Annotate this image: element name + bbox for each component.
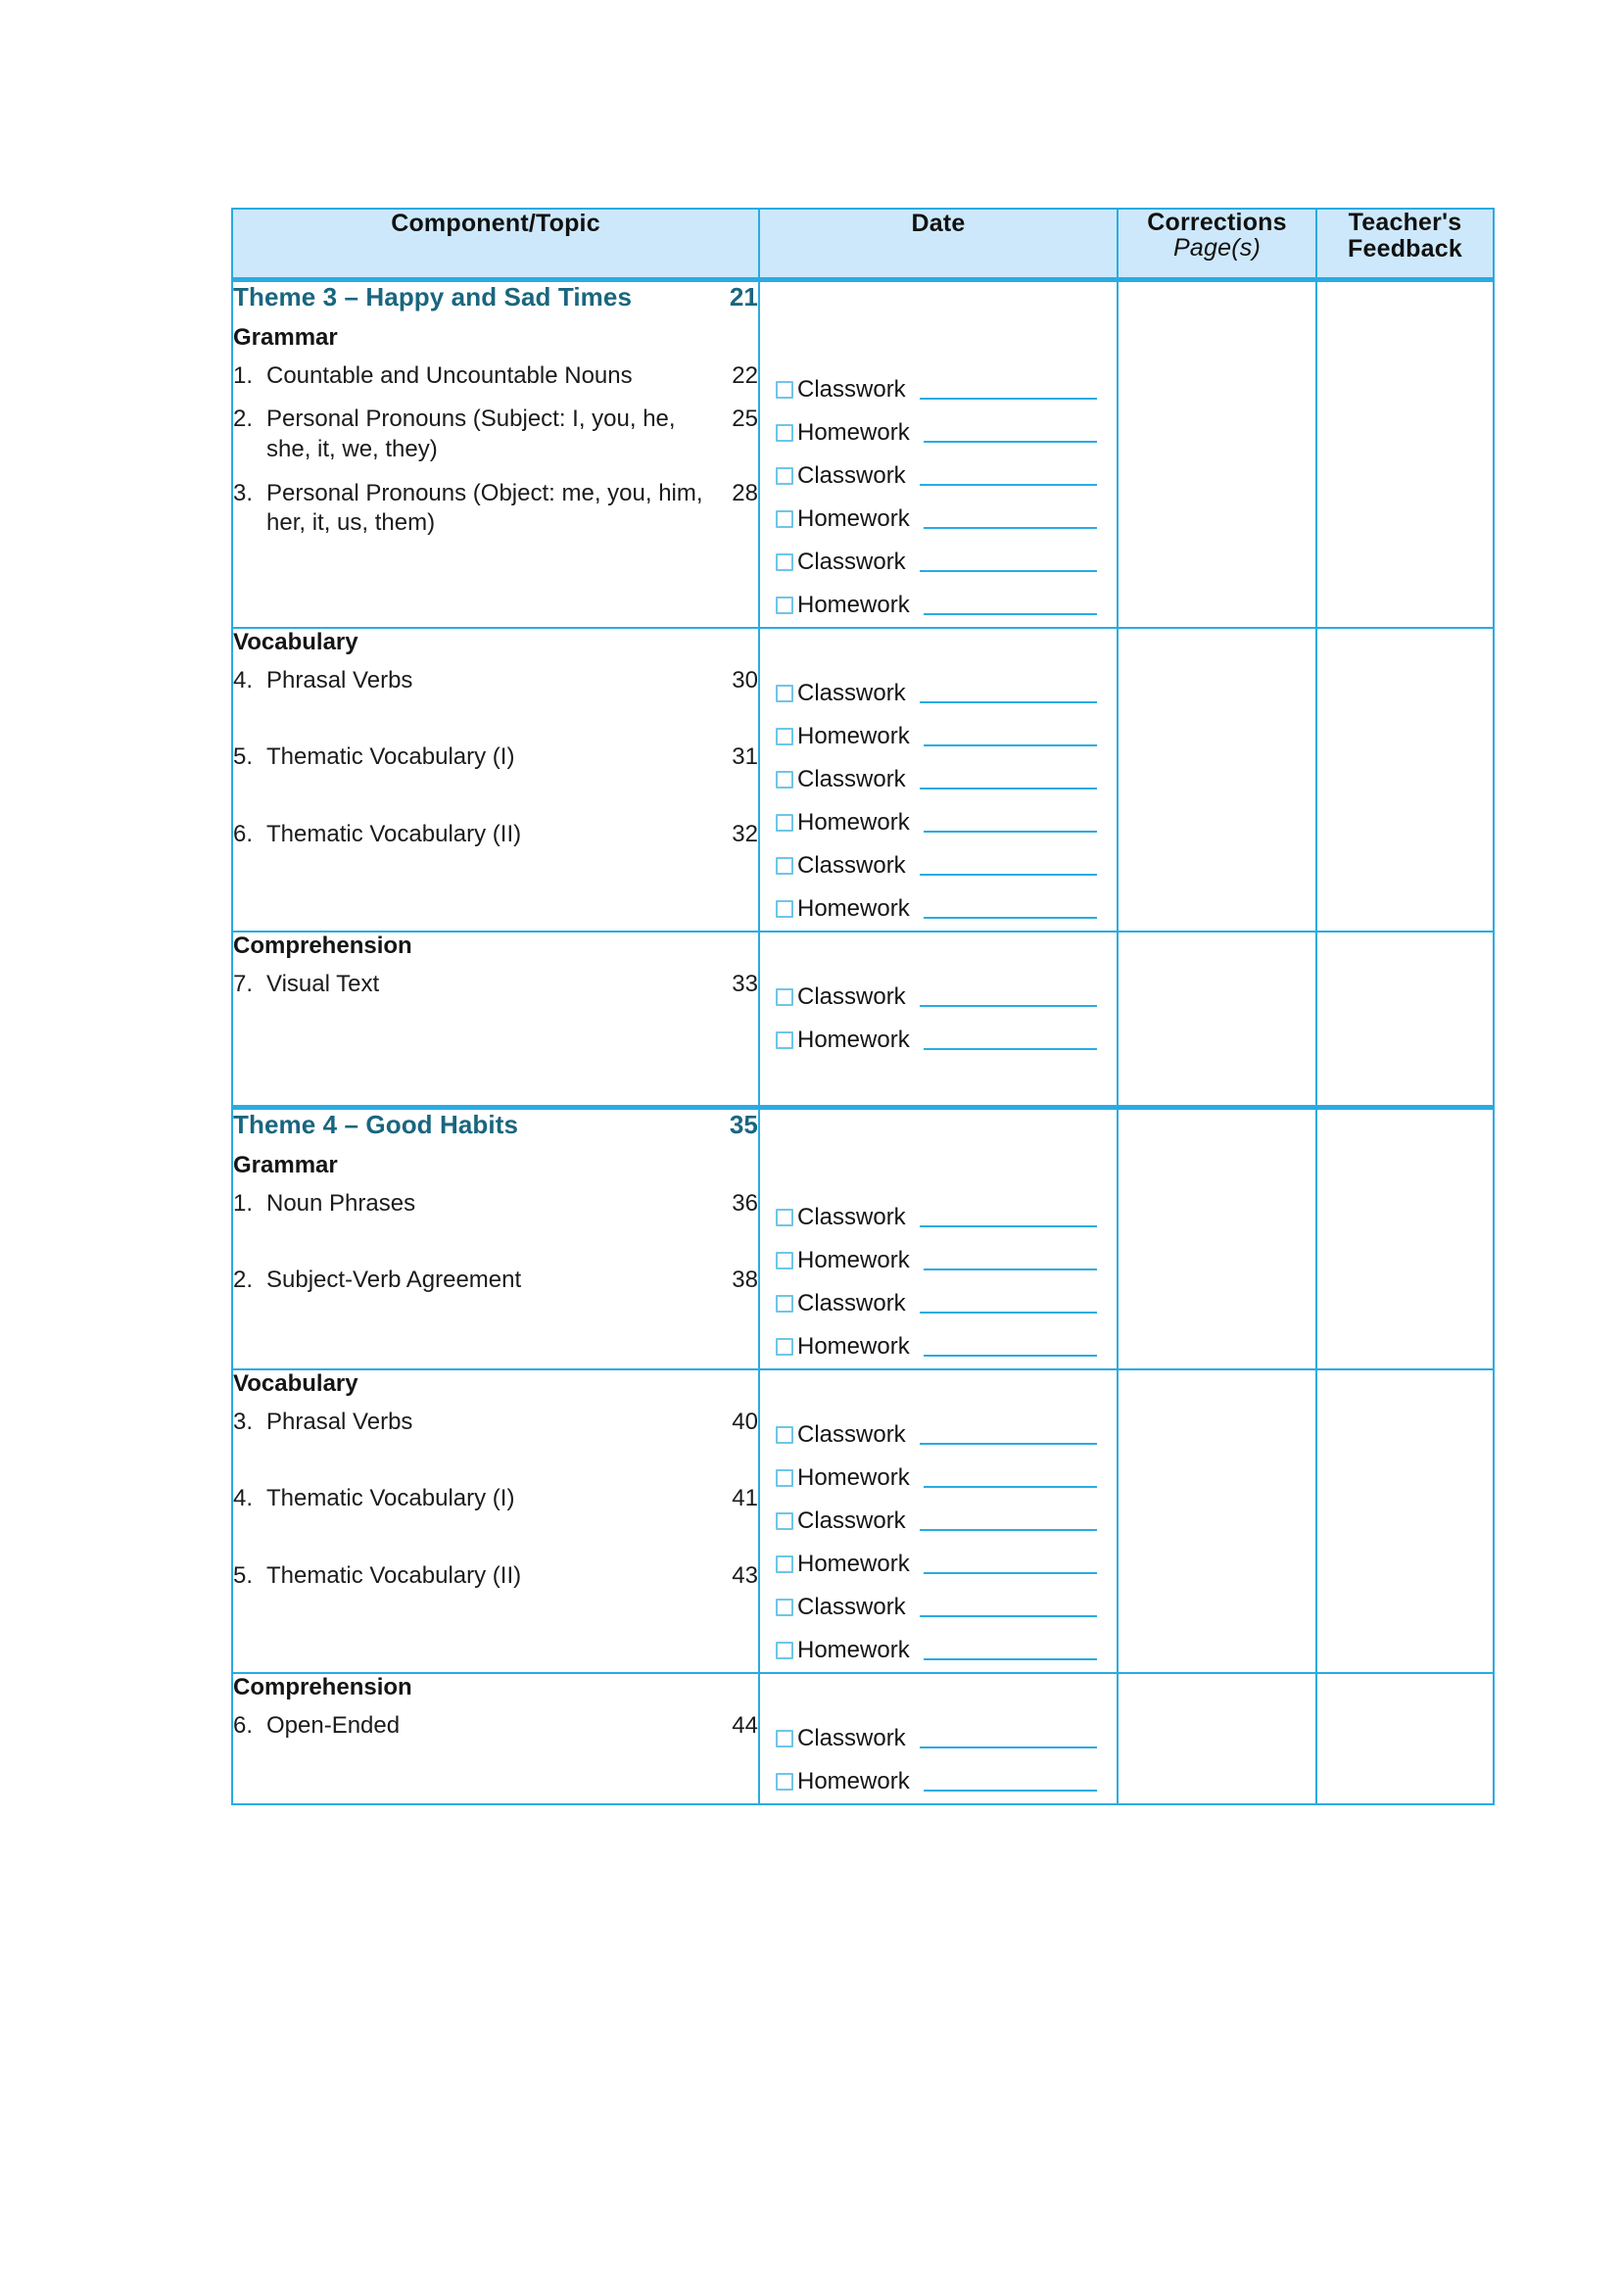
item-number: 3. xyxy=(233,1408,254,1435)
date-write-line[interactable] xyxy=(920,1615,1097,1617)
corrections-cell[interactable] xyxy=(1118,932,1316,1108)
theme-title: Theme 3 – Happy and Sad Times xyxy=(233,281,633,311)
item-page: 31 xyxy=(732,743,758,771)
table-row xyxy=(232,1673,1494,1804)
header-date: Date xyxy=(759,209,1118,279)
item-page: 43 xyxy=(732,1561,758,1589)
topic-item xyxy=(233,1408,758,1438)
item-number: 3. xyxy=(233,479,254,506)
item-text: Visual Text xyxy=(266,970,380,997)
checkbox-icon[interactable] xyxy=(776,1469,793,1487)
feedback-cell[interactable] xyxy=(1316,932,1494,1108)
checkbox-list xyxy=(760,1110,1117,1368)
checkbox-row-classwork[interactable] xyxy=(776,454,1101,498)
checkbox-row-classwork[interactable] xyxy=(776,758,1101,801)
date-write-line[interactable] xyxy=(924,1572,1097,1574)
date-write-line[interactable] xyxy=(920,1443,1097,1445)
item-number: 5. xyxy=(233,743,254,771)
checkbox-row-homework[interactable] xyxy=(776,887,1101,931)
checkbox-label: Homework xyxy=(797,418,910,446)
checkbox-label: Homework xyxy=(797,1332,910,1360)
checkbox-icon[interactable] xyxy=(776,771,793,789)
date-write-line[interactable] xyxy=(920,874,1097,876)
checkbox-row-classwork[interactable] xyxy=(776,368,1101,411)
item-number: 7. xyxy=(233,970,254,997)
checkbox-icon[interactable] xyxy=(776,510,793,528)
checkbox-row-classwork[interactable] xyxy=(776,1282,1101,1325)
spacer xyxy=(233,1441,758,1484)
theme-title: Theme 4 – Good Habits xyxy=(233,1109,519,1139)
table-row xyxy=(232,1107,1494,1369)
table-row xyxy=(232,628,1494,932)
section-heading-grammar: Grammar xyxy=(233,1151,338,1178)
checkbox-icon[interactable] xyxy=(776,685,793,702)
checkbox-icon[interactable] xyxy=(776,988,793,1006)
feedback-cell[interactable] xyxy=(1316,1369,1494,1673)
checkbox-label: Classwork xyxy=(797,1289,906,1316)
checkbox-icon[interactable] xyxy=(776,467,793,485)
checkbox-row-homework[interactable] xyxy=(776,1629,1101,1672)
spacer xyxy=(776,629,1101,672)
checkbox-list xyxy=(760,1674,1117,1803)
checkbox-row-homework[interactable] xyxy=(776,1760,1101,1803)
checkbox-row-homework[interactable] xyxy=(776,498,1101,541)
date-write-line[interactable] xyxy=(920,1005,1097,1007)
header-feedback-line1: Teacher's xyxy=(1348,209,1462,236)
spacer xyxy=(233,469,758,479)
checkbox-icon[interactable] xyxy=(776,1209,793,1226)
item-text: Noun Phrases xyxy=(266,1189,416,1217)
spacer xyxy=(776,325,1101,368)
item-text: Thematic Vocabulary (II) xyxy=(266,1561,522,1589)
corrections-cell[interactable] xyxy=(1118,1673,1316,1804)
checkbox-list xyxy=(760,282,1117,627)
checkbox-label: Homework xyxy=(797,1767,910,1794)
checkbox-icon[interactable] xyxy=(776,424,793,442)
topic-item xyxy=(233,361,758,392)
topic-cell-theme4-vocabulary xyxy=(232,1369,759,1673)
feedback-cell[interactable] xyxy=(1316,279,1494,628)
checkbox-icon[interactable] xyxy=(776,728,793,745)
date-write-line[interactable] xyxy=(920,570,1097,572)
spacer xyxy=(776,933,1101,976)
checkbox-row-classwork[interactable] xyxy=(776,1500,1101,1543)
checkbox-icon[interactable] xyxy=(776,814,793,832)
topic-item xyxy=(233,1484,758,1514)
checkbox-list xyxy=(760,1370,1117,1672)
date-write-line[interactable] xyxy=(924,917,1097,919)
feedback-cell[interactable] xyxy=(1316,1673,1494,1804)
checkbox-icon[interactable] xyxy=(776,1555,793,1573)
date-cell-theme4-grammar xyxy=(759,1107,1118,1369)
spacer xyxy=(233,699,758,742)
corrections-cell[interactable] xyxy=(1118,1369,1316,1673)
topic-cell-theme3-grammar xyxy=(232,279,759,628)
item-page: 40 xyxy=(732,1408,758,1435)
date-write-line[interactable] xyxy=(924,441,1097,443)
checkbox-icon[interactable] xyxy=(776,1773,793,1791)
checkbox-row-classwork[interactable] xyxy=(776,844,1101,887)
topic-cell-theme3-vocabulary xyxy=(232,628,759,932)
date-write-line[interactable] xyxy=(920,1529,1097,1531)
header-corrections-line1: Corrections xyxy=(1147,209,1287,236)
item-page: 28 xyxy=(732,479,758,506)
date-write-line[interactable] xyxy=(924,1658,1097,1660)
checkbox-row-classwork[interactable] xyxy=(776,1196,1101,1239)
date-write-line[interactable] xyxy=(924,613,1097,615)
topic-item xyxy=(233,970,758,1000)
item-page: 32 xyxy=(732,820,758,847)
checkbox-row-homework[interactable] xyxy=(776,715,1101,758)
topic-item xyxy=(233,820,758,850)
checkbox-label: Homework xyxy=(797,504,910,532)
checkbox-icon[interactable] xyxy=(776,1730,793,1747)
checkbox-row-homework[interactable] xyxy=(776,584,1101,627)
item-page: 44 xyxy=(732,1711,758,1739)
checkbox-label: Classwork xyxy=(797,375,906,403)
date-write-line[interactable] xyxy=(920,701,1097,703)
checkbox-icon[interactable] xyxy=(776,1295,793,1313)
date-write-line[interactable] xyxy=(920,1746,1097,1748)
item-text: Personal Pronouns (Object: me, you, him, her, it, us, them) xyxy=(266,479,703,537)
checkbox-row-homework[interactable] xyxy=(776,1019,1101,1062)
table-row xyxy=(232,932,1494,1108)
spacer xyxy=(233,1222,758,1266)
corrections-cell[interactable] xyxy=(1118,279,1316,628)
spacer xyxy=(776,1110,1101,1153)
date-cell-theme3-vocabulary xyxy=(759,628,1118,932)
item-number: 2. xyxy=(233,406,254,433)
item-number: 6. xyxy=(233,820,254,847)
checkbox-label: Classwork xyxy=(797,1203,906,1230)
feedback-cell[interactable] xyxy=(1316,628,1494,932)
date-write-line[interactable] xyxy=(924,1790,1097,1792)
spacer xyxy=(233,1300,758,1325)
checkbox-label: Classwork xyxy=(797,982,906,1010)
checkbox-label: Homework xyxy=(797,1026,910,1053)
item-number: 4. xyxy=(233,1485,254,1512)
topic-cell-theme4-grammar xyxy=(232,1107,759,1369)
section-heading-comprehension: Comprehension xyxy=(233,932,412,959)
checkbox-icon[interactable] xyxy=(776,1512,793,1530)
topic-item xyxy=(233,1711,758,1742)
date-write-line[interactable] xyxy=(924,1486,1097,1488)
checkbox-label: Homework xyxy=(797,591,910,618)
checkbox-icon[interactable] xyxy=(776,1642,793,1659)
theme-page: 35 xyxy=(729,1109,758,1139)
spacer xyxy=(776,282,1101,325)
date-write-line[interactable] xyxy=(920,1312,1097,1314)
item-text: Thematic Vocabulary (I) xyxy=(266,743,515,771)
theme-heading-3 xyxy=(233,282,758,312)
date-cell-theme4-comprehension xyxy=(759,1673,1118,1804)
checkbox-label: Classwork xyxy=(797,548,906,575)
corrections-cell[interactable] xyxy=(1118,1107,1316,1369)
date-write-line[interactable] xyxy=(924,527,1097,529)
checkbox-icon[interactable] xyxy=(776,597,793,614)
checkbox-row-classwork[interactable] xyxy=(776,672,1101,715)
checkbox-icon[interactable] xyxy=(776,1031,793,1049)
checkbox-row-homework[interactable] xyxy=(776,1457,1101,1500)
checkbox-icon[interactable] xyxy=(776,553,793,571)
checkbox-icon[interactable] xyxy=(776,857,793,875)
item-number: 1. xyxy=(233,1189,254,1217)
header-component-topic: Component/Topic xyxy=(232,209,759,279)
table-row xyxy=(232,1369,1494,1673)
progress-checklist-table xyxy=(231,208,1495,1805)
topic-item xyxy=(233,1266,758,1296)
checkbox-icon[interactable] xyxy=(776,1599,793,1616)
checkbox-row-homework[interactable] xyxy=(776,411,1101,454)
table-header-row xyxy=(232,209,1494,279)
checkbox-icon[interactable] xyxy=(776,900,793,918)
header-corrections-line2: Page(s) xyxy=(1173,234,1261,262)
checkbox-row-classwork[interactable] xyxy=(776,541,1101,584)
item-page: 30 xyxy=(732,666,758,694)
checkbox-label: Classwork xyxy=(797,461,906,489)
item-page: 22 xyxy=(732,361,758,389)
topic-item xyxy=(233,1561,758,1592)
date-write-line[interactable] xyxy=(920,1225,1097,1227)
section-heading-vocabulary: Vocabulary xyxy=(233,1369,358,1397)
checkbox-row-classwork[interactable] xyxy=(776,1586,1101,1629)
item-number: 2. xyxy=(233,1267,254,1294)
checkbox-icon[interactable] xyxy=(776,1252,793,1269)
header-corrections xyxy=(1118,209,1316,279)
checkbox-label: Classwork xyxy=(797,851,906,879)
date-write-line[interactable] xyxy=(924,744,1097,746)
item-text: Thematic Vocabulary (I) xyxy=(266,1485,515,1512)
checkbox-label: Classwork xyxy=(797,1593,906,1620)
spacer xyxy=(233,1003,758,1046)
section-heading-comprehension: Comprehension xyxy=(233,1673,412,1700)
item-number: 1. xyxy=(233,361,254,389)
checkbox-row-classwork[interactable] xyxy=(776,1413,1101,1457)
date-write-line[interactable] xyxy=(920,484,1097,486)
item-text: Phrasal Verbs xyxy=(266,666,413,694)
checkbox-list xyxy=(760,933,1117,1105)
spacer xyxy=(233,395,758,405)
spacer xyxy=(233,777,758,820)
header-feedback-line2: Feedback xyxy=(1348,235,1462,263)
checkbox-label: Homework xyxy=(797,722,910,749)
item-text: Subject-Verb Agreement xyxy=(266,1267,522,1294)
item-number: 5. xyxy=(233,1561,254,1589)
date-write-line[interactable] xyxy=(924,1268,1097,1270)
table-row xyxy=(232,279,1494,628)
checkbox-row-homework[interactable] xyxy=(776,1543,1101,1586)
item-page: 38 xyxy=(732,1267,758,1294)
spacer xyxy=(776,1062,1101,1105)
spacer xyxy=(776,1153,1101,1196)
checkbox-row-homework[interactable] xyxy=(776,1325,1101,1368)
date-cell-theme3-grammar xyxy=(759,279,1118,628)
checkbox-label: Homework xyxy=(797,1636,910,1663)
checkbox-label: Homework xyxy=(797,808,910,836)
checkbox-label: Classwork xyxy=(797,765,906,792)
date-write-line[interactable] xyxy=(920,788,1097,789)
spacer xyxy=(776,1674,1101,1717)
topic-cell-theme3-comprehension xyxy=(232,932,759,1108)
item-number: 6. xyxy=(233,1711,254,1739)
feedback-cell[interactable] xyxy=(1316,1107,1494,1369)
item-text: Open-Ended xyxy=(266,1711,401,1739)
checkbox-row-classwork[interactable] xyxy=(776,976,1101,1019)
date-write-line[interactable] xyxy=(924,1355,1097,1357)
checkbox-label: Classwork xyxy=(797,1724,906,1751)
item-page: 33 xyxy=(732,970,758,997)
checkbox-label: Homework xyxy=(797,1550,910,1577)
item-text: Countable and Uncountable Nouns xyxy=(266,361,633,389)
theme-page: 21 xyxy=(729,281,758,311)
checkbox-icon[interactable] xyxy=(776,1426,793,1444)
spacer xyxy=(233,1745,758,1770)
topic-item xyxy=(233,666,758,696)
spacer xyxy=(776,1370,1101,1413)
spacer xyxy=(233,1518,758,1561)
date-cell-theme3-comprehension xyxy=(759,932,1118,1108)
topic-cell-theme4-comprehension xyxy=(232,1673,759,1804)
checkbox-label: Homework xyxy=(797,1246,910,1273)
checkbox-label: Classwork xyxy=(797,1507,906,1534)
item-text: Personal Pronouns (Subject: I, you, he, she, it, we, they) xyxy=(266,406,676,462)
date-write-line[interactable] xyxy=(920,398,1097,400)
item-page: 41 xyxy=(732,1485,758,1512)
checkbox-label: Homework xyxy=(797,894,910,922)
section-heading-grammar: Grammar xyxy=(233,323,338,351)
date-write-line[interactable] xyxy=(924,1048,1097,1050)
topic-item xyxy=(233,1189,758,1220)
checkbox-icon[interactable] xyxy=(776,1338,793,1356)
checkbox-row-homework[interactable] xyxy=(776,801,1101,844)
item-text: Phrasal Verbs xyxy=(266,1408,413,1435)
header-teachers-feedback xyxy=(1316,209,1494,279)
item-number: 4. xyxy=(233,666,254,694)
topic-item xyxy=(233,405,758,464)
date-write-line[interactable] xyxy=(924,831,1097,833)
checkbox-list xyxy=(760,629,1117,931)
topic-item xyxy=(233,479,758,539)
checkbox-row-homework[interactable] xyxy=(776,1239,1101,1282)
checkbox-label: Classwork xyxy=(797,679,906,706)
checkbox-label: Classwork xyxy=(797,1420,906,1448)
checkbox-icon[interactable] xyxy=(776,381,793,399)
theme-heading-4 xyxy=(233,1110,758,1140)
item-text: Thematic Vocabulary (II) xyxy=(266,820,522,847)
topic-item xyxy=(233,742,758,773)
section-heading-vocabulary: Vocabulary xyxy=(233,628,358,655)
item-page: 25 xyxy=(732,406,758,433)
date-cell-theme4-vocabulary xyxy=(759,1369,1118,1673)
checkbox-row-classwork[interactable] xyxy=(776,1717,1101,1760)
item-page: 36 xyxy=(732,1189,758,1217)
checkbox-label: Homework xyxy=(797,1463,910,1491)
corrections-cell[interactable] xyxy=(1118,628,1316,932)
